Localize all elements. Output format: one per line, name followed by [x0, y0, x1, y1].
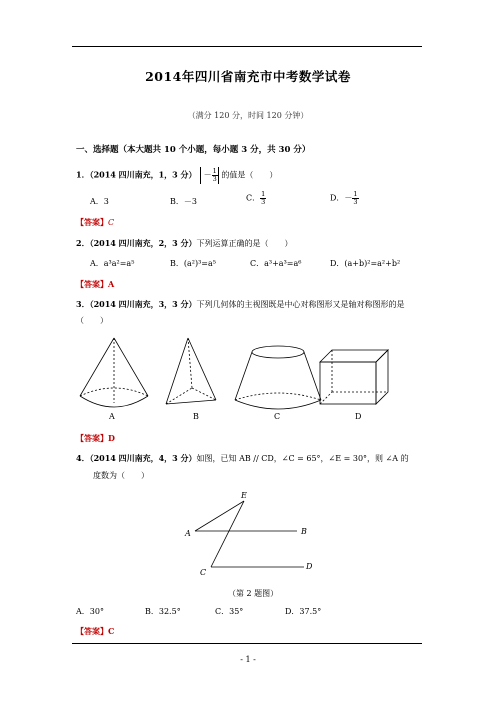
question-1-tail: 的值是（ ） — [221, 170, 278, 180]
question-1-fraction: $\frac{1}{3}$ — [212, 167, 217, 183]
question-1-tag: 1．（2014 四川南充，1，3 分） — [76, 169, 197, 180]
question-2-text: 下列运算正确的是（ ） — [196, 239, 293, 248]
q3-label-a: A — [109, 412, 115, 421]
q2-option-b: B．(a²)³=a⁵ — [170, 259, 216, 268]
q1-option-b: B．－3 — [170, 197, 197, 206]
q2-option-c: C．a³+a³=a⁶ — [250, 259, 302, 268]
q2-option-d: D．(a+b)²=a²+b² — [330, 259, 401, 268]
q1-option-c: C． $\frac{1}{3}$ — [246, 190, 266, 206]
abs-open-bar — [200, 167, 201, 184]
point-a: A — [185, 529, 191, 538]
point-b: B — [301, 527, 307, 536]
question-3 — [76, 299, 405, 310]
q1-option-a: A．3 — [90, 197, 109, 206]
point-e: E — [241, 491, 247, 500]
question-4 — [76, 453, 409, 464]
q3-label-b: B — [193, 412, 199, 421]
footer-rule — [72, 643, 422, 644]
question-4-text2: 度数为（ ） — [93, 471, 149, 480]
page-title: 2014年四川省南充市中考数学试卷 — [145, 69, 351, 84]
frustum-shape — [235, 346, 321, 409]
q3-label-c: C — [274, 412, 281, 421]
q1-option-d: D．－ $\frac{1}{3}$ — [330, 190, 358, 206]
page-subtitle: （满分 120 分，时间 120 分钟） — [187, 111, 309, 120]
q4-option-c: C．35° — [215, 607, 244, 616]
question-4-tag: 4．（2014 四川南充，4，3 分） — [76, 453, 197, 463]
question-3-tag: 3．（2014 四川南充，3，3 分） — [76, 299, 197, 309]
minus-sign: － — [203, 170, 212, 180]
pyramid-shape — [166, 338, 216, 404]
question-2-tag: 2．（2014 四川南充，2，3 分） — [76, 238, 197, 248]
q2-option-a: A．a³a²=a⁵ — [90, 259, 135, 268]
q4-answer: 【答案】C — [76, 626, 115, 636]
q4-geometry-figure — [180, 488, 330, 583]
q4-option-d: D．37.5° — [285, 607, 322, 616]
question-2 — [76, 238, 293, 249]
question-3-bracket: （ ） — [76, 316, 108, 325]
section-heading: 一、选择题（本大题共 10 个小题，每小题 3 分，共 30 分） — [76, 145, 311, 155]
q4-option-b: B．32.5° — [145, 607, 181, 616]
point-d: D — [306, 562, 313, 571]
header-rule — [72, 46, 422, 47]
cone-shape — [80, 338, 148, 407]
q2-answer: 【答案】A — [76, 279, 115, 289]
point-c: C — [200, 568, 207, 577]
abs-close-bar — [218, 167, 219, 184]
page-number: - 1 - — [240, 655, 256, 664]
q3-solids-figure — [70, 330, 430, 430]
q4-figure-caption: （第 2 题图） — [228, 589, 279, 598]
cuboid-shape — [320, 350, 388, 404]
question-3-text: 下列几何体的主视图既是中心对称图形又是轴对称图形的是 — [196, 300, 405, 309]
q4-option-a: A．30° — [76, 607, 104, 616]
q3-answer: 【答案】D — [76, 433, 115, 443]
q3-label-d: D — [355, 412, 362, 421]
question-4-text: 如图，已知 AB // CD，∠C = 65°，∠E = 30°，则 ∠A 的 — [196, 454, 409, 463]
question-1 — [76, 167, 277, 184]
q1-answer: 【答案】C — [76, 217, 115, 227]
